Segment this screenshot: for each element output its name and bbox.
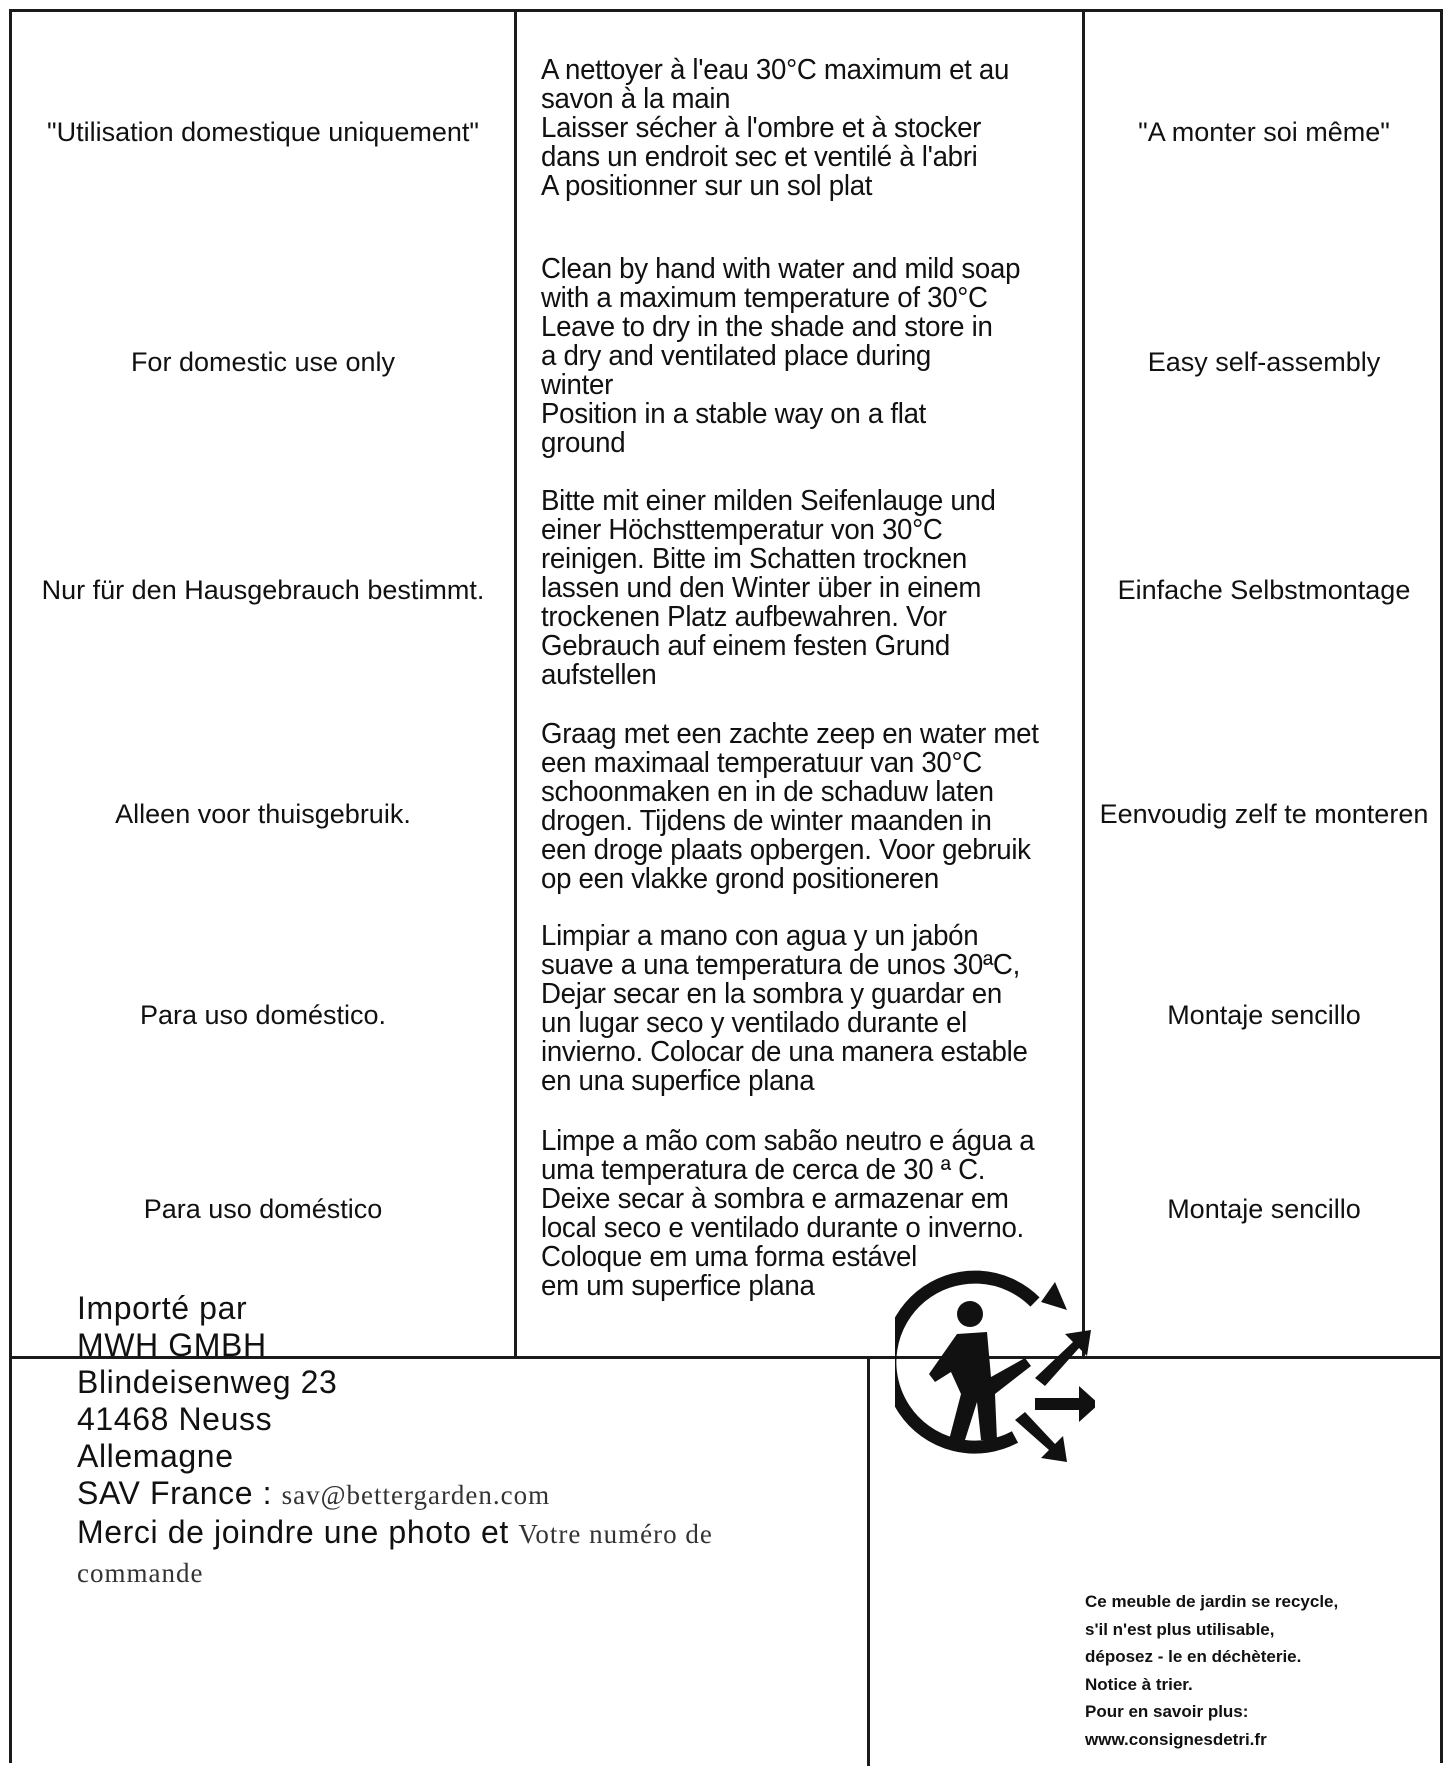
care-text-es: Limpiar a mano con agua y un jabón suave a una temperatura de unos 30ªC, Dejar secar en la sombra y guardar en un lugar seco y ventilado durante el invierno. Colocar de una manera estable en una superfice plana xyxy=(541,920,1028,1097)
usage-cell-de: Nur für den Hausgebrauch bestimmt. xyxy=(41,574,485,605)
importer-city: 41468 Neuss xyxy=(77,1401,273,1437)
care-text-en: Clean by hand with water and mild soap with a maximum temperature of 30°C Leave to dry in the shade and store in a dry and ventilated place during winter Position in a stable way on a flat ground xyxy=(541,253,1021,459)
assembly-cell-de: Einfache Selbstmontage xyxy=(1117,574,1411,605)
triman-recycling-icon xyxy=(895,1262,1095,1472)
importer-heading: Importé par xyxy=(77,1290,248,1326)
sav-email: sav@bettergarden.com xyxy=(281,1480,551,1510)
care-text-fr: A nettoyer à l'eau 30°C maximum et au savon à la main Laisser sécher à l'ombre et à stocker dans un endroit sec et ventilé à l'abri A positionner sur un sol plat xyxy=(541,54,1010,202)
recycling-notice: Ce meuble de jardin se recycle, s'il n'est plus utilisable, déposez - le en déchèterie. Notice à trier. Pour en savoir plus: www.consignesdetri.fr xyxy=(1085,1588,1338,1753)
usage-cell-nl: Alleen voor thuisgebruik. xyxy=(115,798,411,829)
assembly-cell-nl: Eenvoudig zelf te monteren xyxy=(1099,798,1429,829)
assembly-cell-pt: Montaje sencillo xyxy=(1167,1193,1361,1224)
usage-cell-en: For domestic use only xyxy=(130,346,396,377)
consignes-link: www.consignesdetri.fr xyxy=(1085,1729,1267,1749)
care-text-nl: Graag met een zachte zeep en water met een maximaal temperatuur van 30°C schoonmaken en in de schaduw laten drogen. Tijdens de winter maanden in een droge plaats opbergen. Voor gebruik op een vlakke grond positioneren xyxy=(541,718,1039,895)
usage-cell-pt: Para uso doméstico xyxy=(143,1193,383,1224)
column-divider-1 xyxy=(514,12,517,1359)
photo-line: Merci de joindre une photo et Votre numéro de xyxy=(77,1514,713,1550)
importer-street: Blindeisenweg 23 xyxy=(77,1364,338,1400)
importer-company: MWH GMBH xyxy=(77,1327,267,1363)
usage-cell-es: Para uso doméstico. xyxy=(139,999,387,1030)
assembly-cell-fr: "A monter soi même" xyxy=(1138,116,1390,147)
sav-line: SAV France : sav@bettergarden.com xyxy=(77,1475,551,1511)
importer-country: Allemagne xyxy=(77,1438,234,1474)
footer-divider xyxy=(867,1356,870,1766)
assembly-cell-es: Montaje sencillo xyxy=(1167,999,1361,1030)
usage-cell-fr: "Utilisation domestique uniquement" xyxy=(47,116,479,147)
care-text-pt: Limpe a mão com sabão neutro e água a uma temperatura de cerca de 30 ª C. Deixe secar à sombra e armazenar em local seco e ventilado durante o inverno. Coloque em uma forma estável em um superfice plana xyxy=(541,1125,1035,1302)
care-text-de: Bitte mit einer milden Seifenlauge und einer Höchsttemperatur von 30°C reinigen. Bitte im Schatten trocknen lassen und den Winter über in einem trockenen Platz aufbewahren. Vor Gebrauch auf einem festen Grund aufstellen xyxy=(541,485,996,691)
assembly-cell-en: Easy self-assembly xyxy=(1147,346,1381,377)
importer-address: Importé par MWH GMBH Blindeisenweg 23 41468 Neuss Allemagne SAV France : sav@bettergarden.com Merci de joindre une photo et Votre numéro de commande xyxy=(77,1290,713,1588)
